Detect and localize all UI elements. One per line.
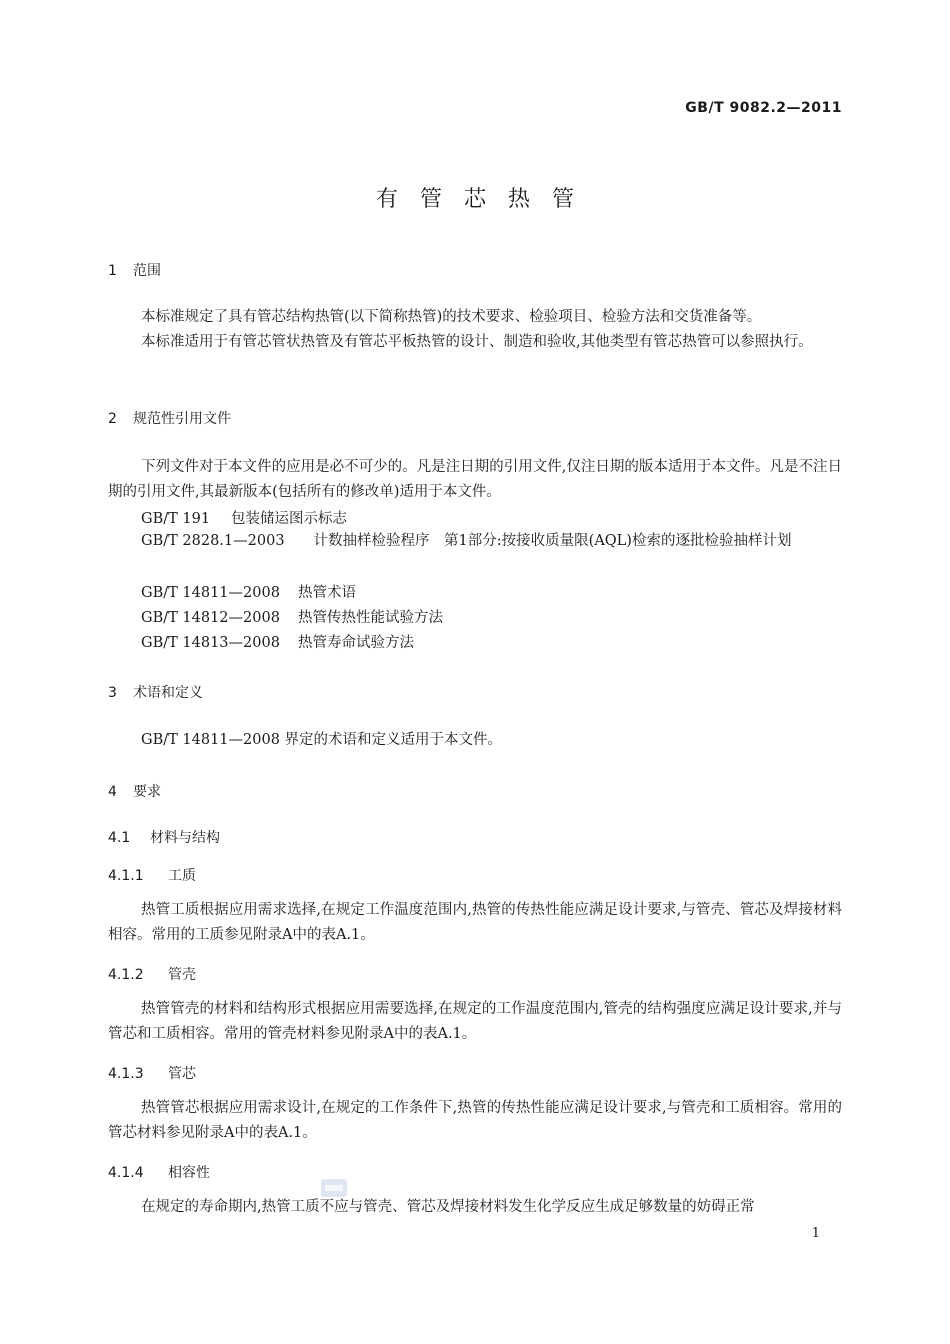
- clause-number: 4.1.2: [108, 967, 144, 983]
- section-number: 4: [108, 784, 117, 800]
- section-heading: [108, 408, 231, 428]
- reference-title: 热管术语: [298, 585, 356, 601]
- page-number: 1: [811, 1226, 820, 1241]
- reference-code: GB/T 14811—2008: [141, 585, 280, 601]
- reference-code: GB/T 14812—2008: [141, 610, 280, 626]
- standard-code: GB/T 9082.2—2011: [685, 100, 842, 116]
- subsection-title: 材料与结构: [150, 830, 220, 846]
- subsection-number: 4.1: [108, 830, 131, 846]
- clause-number: 4.1.1: [108, 868, 144, 884]
- reference-item: [141, 606, 443, 627]
- clause-heading: [108, 865, 196, 885]
- paragraph: 下列文件对于本文件的应用是必不可少的。凡是注日期的引用文件,仅注日期的版本适用于本文件。凡是不注日期的引用文件,其最新版本(包括所有的修改单)适用于本文件。: [108, 459, 842, 500]
- reference-title: 热管寿命试验方法: [298, 635, 414, 651]
- paragraph: 热管管壳的材料和结构形式根据应用需要选择,在规定的工作温度范围内,管壳的结构强度应满足设计要求,并与管芯和工质相容。常用的管壳材料参见附录A中的表A.1。: [108, 1001, 842, 1042]
- reference-item: [141, 631, 414, 652]
- section-number: 2: [108, 411, 117, 427]
- section-title: 术语和定义: [133, 685, 203, 701]
- watermark-logo-icon: [320, 1178, 348, 1198]
- clause-title: 管壳: [168, 967, 196, 983]
- reference-code: GB/T 191: [141, 511, 211, 527]
- section-title: 规范性引用文件: [133, 411, 231, 427]
- reference-item: [108, 529, 842, 554]
- paragraph: 在规定的寿命期内,热管工质不应与管壳、管芯及焊接材料发生化学反应生成足够数量的妨碍正常: [141, 1199, 755, 1215]
- section-title: 范围: [133, 263, 161, 279]
- reference-title: 包装储运图示标志: [231, 511, 347, 527]
- clause-number: 4.1.4: [108, 1165, 144, 1181]
- paragraph: 本标准适用于有管芯管状热管及有管芯平板热管的设计、制造和验收,其他类型有管芯热管可以参照执行。: [141, 334, 813, 350]
- clause-title: 工质: [168, 868, 196, 884]
- section-number: 3: [108, 685, 117, 701]
- paragraph: 热管工质根据应用需求选择,在规定工作温度范围内,热管的传热性能应满足设计要求,与管壳、管芯及焊接材料相容。常用的工质参见附录A中的表A.1。: [108, 902, 842, 943]
- section-number: 1: [108, 263, 117, 279]
- paragraph: GB/T 14811—2008 界定的术语和定义适用于本文件。: [141, 732, 503, 748]
- subsection-heading: [108, 827, 220, 847]
- reference-title: 热管传热性能试验方法: [298, 610, 443, 626]
- section-heading: [108, 260, 161, 280]
- reference-title: 计数抽样检验程序 第1部分:按接收质量限(AQL)检索的逐批检验抽样计划: [313, 533, 792, 549]
- clause-heading: [108, 964, 196, 984]
- clause-title: 相容性: [168, 1165, 210, 1181]
- document-title: 有管芯热管: [375, 187, 596, 212]
- reference-code: GB/T 14813—2008: [141, 635, 280, 651]
- paragraph: 热管管芯根据应用需求设计,在规定的工作条件下,热管的传热性能应满足设计要求,与管壳和工质相容。常用的管芯材料参见附录A中的表A.1。: [108, 1100, 842, 1141]
- reference-item: [141, 507, 347, 528]
- section-heading: [108, 781, 161, 801]
- section-heading: [108, 682, 203, 702]
- clause-heading: [108, 1063, 196, 1083]
- reference-code: GB/T 2828.1—2003: [141, 533, 285, 549]
- clause-number: 4.1.3: [108, 1066, 144, 1082]
- paragraph: 本标准规定了具有管芯结构热管(以下简称热管)的技术要求、检验项目、检验方法和交货准备等。: [141, 309, 762, 325]
- clause-title: 管芯: [168, 1066, 196, 1082]
- section-title: 要求: [133, 784, 161, 800]
- reference-item: [141, 581, 356, 602]
- clause-heading: [108, 1162, 210, 1182]
